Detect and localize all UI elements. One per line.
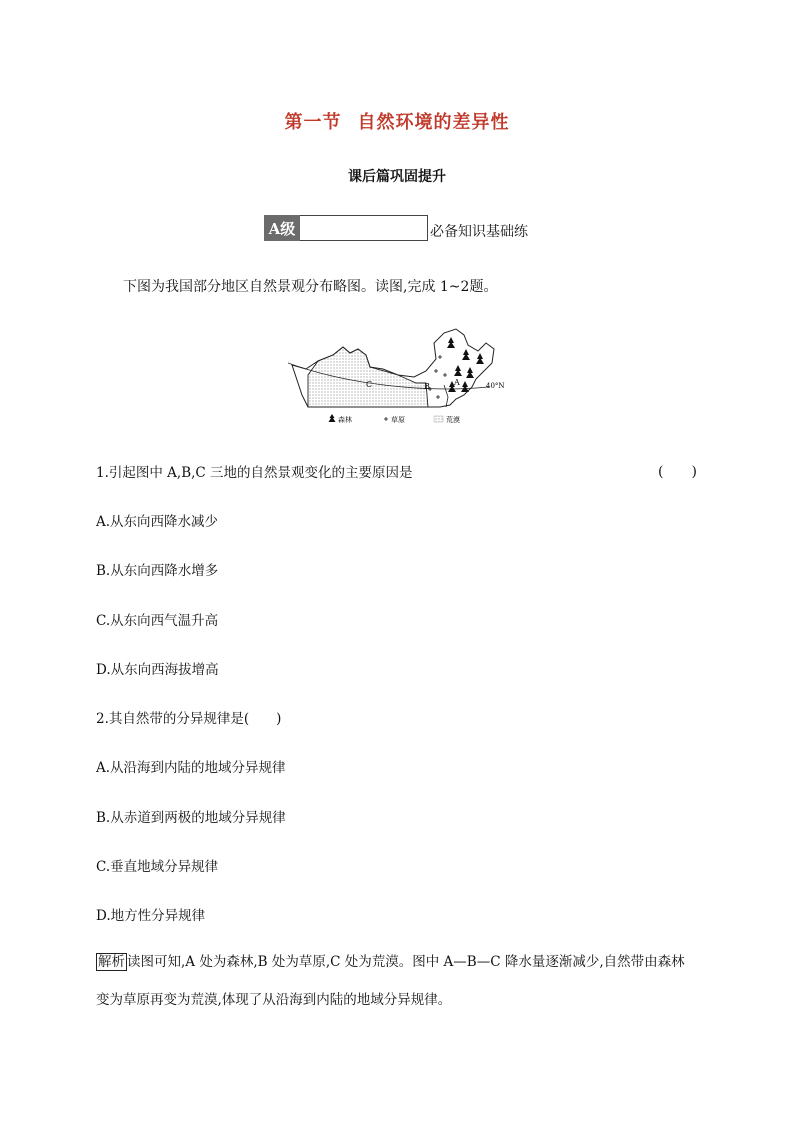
analysis-tag: 解析 — [98, 954, 125, 970]
q2-option-b: B.从赤道到两极的地域分异规律 — [96, 810, 286, 826]
q2-option-a: A.从沿海到内陆的地域分异规律 — [96, 760, 286, 776]
legend-grass-icon — [384, 417, 388, 421]
question-2-stem: 2.其自然带的分异规律是( ) — [96, 711, 282, 727]
analysis-line-1 — [96, 943, 696, 981]
q1-option-c: C.从东向西气温升高 — [96, 613, 219, 629]
analysis-text-1: 读图可知,A 处为森林,B 处为草原,C 处为荒漠。图中 A—B—C 降水量逐渐减少,自然带由森林 — [127, 954, 685, 970]
section-title-number: 第一节 — [284, 112, 342, 133]
grass-symbols — [428, 355, 447, 399]
section-title — [0, 108, 794, 134]
zone-boundary — [444, 385, 448, 407]
intro-text: 下图为我国部分地区自然景观分布略图。读图,完成 1~2题。 — [123, 279, 498, 295]
level-badge: A级 — [264, 215, 300, 241]
legend-forest-icon — [329, 414, 336, 422]
label-c: C — [366, 380, 373, 389]
forest-symbols — [447, 337, 484, 392]
legend-forest: 森林 — [338, 416, 352, 424]
question-1-paren: ( ) — [658, 464, 697, 480]
legend-desert: 荒漠 — [446, 416, 460, 424]
section-title-name: 自然环境的差异性 — [357, 112, 510, 133]
subtitle: 课后篇巩固提升 — [348, 169, 446, 185]
q2-option-d: D.地方性分异规律 — [96, 908, 206, 924]
q1-option-b: B.从东向西降水增多 — [96, 563, 219, 579]
level-text: 必备知识基础练 — [430, 224, 528, 240]
label-b: B — [424, 382, 430, 391]
q1-option-d: D.从东向西海拔增高 — [96, 662, 219, 678]
level-header — [264, 213, 528, 241]
legend-grass: 草原 — [391, 416, 405, 424]
analysis — [96, 943, 696, 1019]
level-box — [300, 215, 428, 241]
landscape-map — [288, 325, 514, 427]
label-latitude: 40°N — [486, 382, 505, 390]
q1-option-a: A.从东向西降水减少 — [96, 514, 219, 530]
question-1-stem: 1.引起图中 A,B,C 三地的自然景观变化的主要原因是 — [96, 465, 413, 481]
label-a: A — [454, 378, 460, 387]
legend-desert-icon — [434, 416, 443, 422]
analysis-line-2: 变为草原再变为荒漠,体现了从沿海到内陆的地域分异规律。 — [96, 992, 452, 1008]
q2-option-c: C.垂直地域分异规律 — [96, 859, 219, 875]
